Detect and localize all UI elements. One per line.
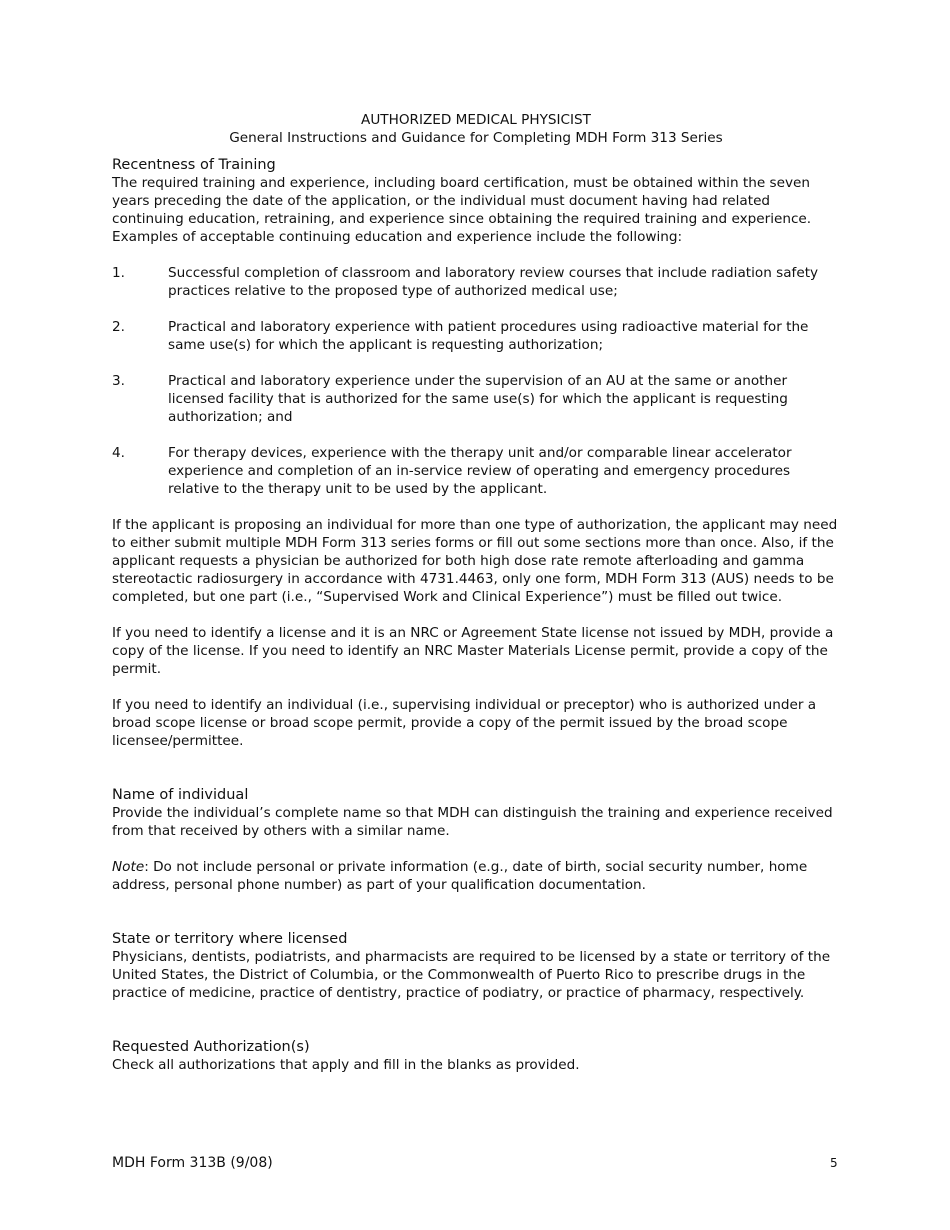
list-item [112, 444, 840, 498]
recentness-section [112, 156, 840, 750]
name-heading: Name of individual [112, 787, 249, 803]
note-text: : Do not include personal or private information (e.g., date of birth, social security number, home address, personal phone number) as part of your qualification documentation. [112, 859, 808, 893]
name-section [112, 786, 840, 894]
list-item [112, 318, 840, 354]
list-item [112, 264, 840, 300]
license-copy-paragraph: If you need to identify a license and it is an NRC or Agreement State license not issued by MDH, provide a copy of the license. If you need to identify an NRC Master Materials License permit, provide a copy of the permit. [112, 625, 834, 677]
title-line-1: AUTHORIZED MEDICAL PHYSICIST [361, 112, 591, 128]
list-item-text: Successful completion of classroom and laboratory review courses that include radiation safety practices relative to the proposed type of authorized medical use; [168, 265, 819, 299]
list-item-number: 2. [112, 319, 125, 335]
name-note [112, 858, 840, 894]
multiple-authorization-paragraph: If the applicant is proposing an individual for more than one type of authorization, the applicant may need to either submit multiple MDH Form 313 series forms or fill out some sections more than once. Also, if the applicant requests a physician be authorized for both high dose rate remote afterloading and gamma stereotactic radiosurgery in accordance with 4731.4463, only one form, MDH Form 313 (AUS) needs to be completed, but one part (i.e., “Supervised Work and Clinical Experience”) must be filled out twice. [112, 517, 838, 605]
broad-scope-paragraph: If you need to identify an individual (i.e., supervising individual or preceptor) who is authorized under a broad scope license or broad scope permit, provide a copy of the permit issued by the broad scope licensee/permittee. [112, 697, 817, 749]
list-item-number: 1. [112, 265, 125, 281]
list-item-text: For therapy devices, experience with the therapy unit and/or comparable linear accelerator experience and completion of an in-service review of operating and emergency procedures relative to the therapy unit to be used by the applicant. [168, 445, 792, 497]
list-item-number: 3. [112, 373, 125, 389]
authorization-heading: Requested Authorization(s) [112, 1039, 310, 1055]
list-item-text: Practical and laboratory experience with patient procedures using radioactive material for the same use(s) for which the applicant is requesting authorization; [168, 319, 809, 353]
name-instructions: Provide the individual’s complete name so that MDH can distinguish the training and experience received from that received by others with a similar name. [112, 805, 833, 839]
title-line-2: General Instructions and Guidance for Completing MDH Form 313 Series [229, 130, 723, 146]
authorization-instructions: Check all authorizations that apply and fill in the blanks as provided. [112, 1057, 580, 1073]
note-label: Note [112, 859, 145, 875]
list-item-text: Practical and laboratory experience under the supervision of an AU at the same or another licensed facility that is authorized for the same use(s) for which the applicant is requesting authorization; and [168, 373, 788, 425]
list-item [112, 372, 840, 426]
state-heading: State or territory where licensed [112, 931, 348, 947]
state-section [112, 930, 840, 1002]
page-number: 5 [830, 1156, 838, 1170]
list-item-number: 4. [112, 445, 125, 461]
footer-form-id: MDH Form 313B (9/08) [112, 1155, 273, 1171]
authorization-section [112, 1038, 840, 1074]
examples-list [112, 264, 840, 498]
state-instructions: Physicians, dentists, podiatrists, and pharmacists are required to be licensed by a state or territory of the United States, the District of Columbia, or the Commonwealth of Puerto Rico to prescribe drugs in the practice of medicine, practice of dentistry, practice of podiatry, or practice of pharmacy, respectively. [112, 949, 831, 1001]
document-title [112, 111, 840, 147]
recentness-heading: Recentness of Training [112, 157, 276, 173]
recentness-intro: The required training and experience, including board certification, must be obtained within the seven years preceding the date of the application, or the individual must document having had related continuing education, retraining, and experience since obtaining the required training and experience. Examples of acceptable continuing education and experience include the following: [112, 175, 812, 245]
document-page [112, 111, 840, 1074]
